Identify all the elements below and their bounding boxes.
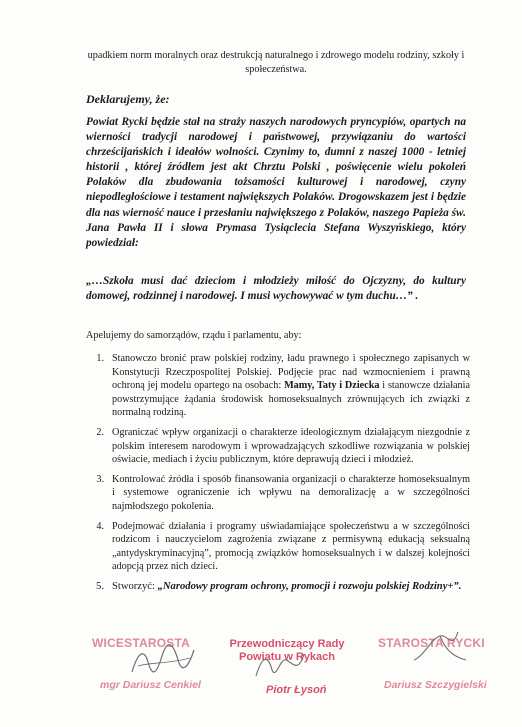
- appeal-number: 3.: [96, 473, 104, 485]
- appeal-text: Stanowczo bronić praw polskiej rodziny, ładu prawnego i społecznego zapisanych w Konstytucji Rzeczpospolitej Polskiej. Podjęcie prac nad wzmocnieniem i prawną ochroną jej modelu opartego na osobach:: [112, 353, 470, 392]
- appeal-text: Ograniczać wpływ organizacji o charakterze ideologicznym działającym niezgodnie z polskim interesem narodowym i wprowadzających szkodliwe rozwiązania w polskiej oświacie, mediach i życiu publicznym, które deprawują dzieci i młodzież.: [112, 426, 470, 466]
- appeal-item: [86, 520, 470, 574]
- handwritten-signature-center: [250, 648, 310, 682]
- appeal-emphasis: Mamy, Taty i Dziecka: [284, 380, 380, 392]
- handwritten-signature-right: [410, 626, 470, 666]
- appeal-intro: Apelujemy do samorządów, rządu i parlamentu, aby:: [86, 330, 302, 341]
- appeal-text: Podejmować działania i programy uświadamiające społeczeństwu a w szczególności rodzicom i nauczycielom zagrożenia związane z permisywną edukacją seksualną „antydyskryminacyjną”, promocją związków homoseksualnych i w dalszej kolejności adopcją przez nich dzieci.: [112, 520, 470, 573]
- appeal-item: [86, 580, 470, 594]
- signature-right-name-wrap: [384, 679, 487, 691]
- appeal-number: 5.: [96, 580, 104, 592]
- appeal-item: [86, 352, 470, 420]
- intro-paragraph: upadkiem norm moralnych oraz destrukcją naturalnego i zdrowego modelu rodziny, szkoły i społeczeństwa.: [87, 50, 465, 76]
- appeals-list: [86, 352, 470, 600]
- quote-paragraph: „…Szkoła musi dać dzieciom i młodzieży miłość do Ojczyzny, do kultury domowej, rodzinnej i narodowej. I musi wychowywać w tym duchu…” .: [86, 275, 466, 303]
- appeal-number: 1.: [96, 353, 104, 364]
- signature-right-title: STAROSTA RYCKI: [378, 636, 485, 650]
- signature-left-title: WICESTAROSTA: [92, 636, 190, 650]
- declaration-heading: Deklarujemy, że:: [86, 92, 170, 106]
- signature-left-name-wrap: [100, 679, 201, 691]
- appeal-item: [86, 473, 470, 514]
- signature-left-name: mgr Dariusz Cenkiel: [100, 679, 201, 691]
- appeal-program-title: „Narodowy program ochrony, promocji i rozwoju polskiej Rodziny+”.: [157, 580, 462, 592]
- appeal-item: [86, 426, 470, 467]
- signature-center-name-wrap: [266, 684, 327, 696]
- handwritten-signature-left: [128, 642, 198, 678]
- signature-center-name: Piotr Łysoń: [266, 684, 327, 696]
- appeal-text-continued: i stanowcze działania powstrzymujące żądania środowisk homoseksualnych zrównujących ich związki z normalną rodziną.: [112, 380, 470, 419]
- appeal-number: 4.: [96, 520, 104, 532]
- appeal-lead: Stworzyć:: [112, 580, 158, 592]
- signature-right-name: Dariusz Szczygielski: [384, 679, 487, 691]
- declaration-paragraph: Powiat Rycki będzie stał na straży naszych narodowych pryncypiów, opartych na wierności tradycji narodowej i państwowej, przywiązaniu do wartości chrześcijańskich i ideałów wolności. Czynimy to, dumni z naszej 1000 - letniej historii , której źródłem jest akt Chrztu Polski , poświęcenie wielu pokoleń Polaków dla zbudowania tożsamości kulturowej i narodowej, czyny niepodległościowe i testament największych Polaków. Drogowskazem jest i będzie dla nas wierność nauce i przesłaniu największego z Polaków, naszego Papieża św. Jana Pawła II i słowa Prymasa Tysiąclecia Stefana Wyszyńskiego, który powiedział:: [86, 116, 466, 249]
- appeal-number: 2.: [96, 426, 104, 438]
- appeal-text: Kontrolować źródła i sposób finansowania organizacji o charakterze homoseksualnym i systemowe ograniczenie ich wpływu na demoralizację a w szczególności najmłodszego pokolenia.: [112, 473, 470, 512]
- signature-center-title: Przewodniczący Rady Powiatu w Rykach: [229, 638, 345, 663]
